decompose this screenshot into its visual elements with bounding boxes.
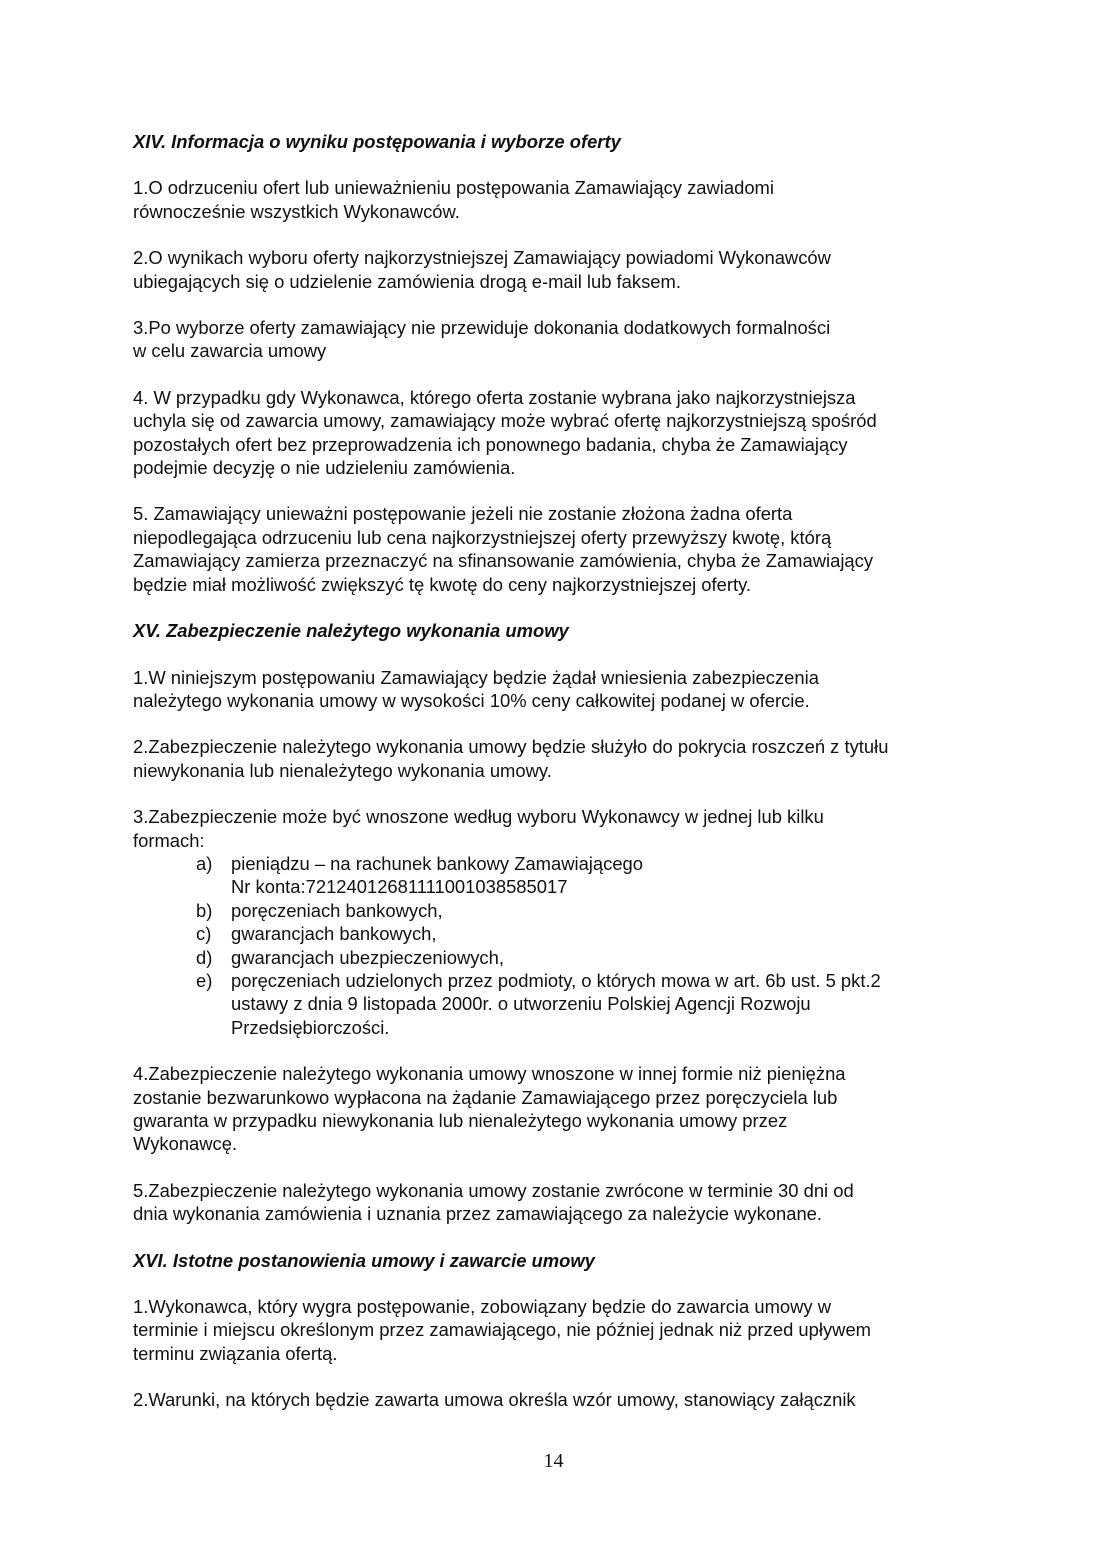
account-number: Nr konta:72124012681111001038585017: [231, 876, 568, 898]
text-line: Wykonawcę.: [133, 1133, 238, 1155]
text-line: formach:: [133, 829, 205, 851]
paragraph: [133, 502, 978, 596]
list-marker: c): [196, 923, 212, 945]
list-item: [133, 946, 978, 969]
paragraph: [133, 386, 978, 480]
text-line: niewykonania lub nienależytego wykonania umowy.: [133, 759, 552, 781]
text-line: Przedsiębiorczości.: [231, 1016, 390, 1038]
text-line: gwaranta w przypadku niewykonania lub nienależytego wykonania umowy przez: [133, 1110, 788, 1131]
text-line: równocześnie wszystkich Wykonawców.: [133, 200, 460, 222]
list-marker: e): [196, 969, 213, 991]
text-line: pieniądzu – na rachunek bankowy Zamawiającego: [231, 852, 644, 874]
text-line: pozostałych ofert bez przeprowadzenia ich ponownego badania, chyba że Zamawiający: [133, 433, 848, 455]
paragraph: [133, 735, 978, 782]
text-line: poręczeniach udzielonych przez podmioty, o których mowa w art. 6b ust. 5 pkt.2: [231, 969, 881, 991]
paragraph: [133, 666, 978, 713]
text-line: 1.Wykonawca, który wygra postępowanie, zobowiązany będzie do zawarcia umowy w: [133, 1296, 831, 1318]
paragraph: [133, 1295, 978, 1365]
text-line: będzie miał możliwość zwiększyć tę kwotę do ceny najkorzystniejszej oferty.: [133, 573, 752, 595]
text-line: terminu związania ofertą.: [133, 1342, 338, 1364]
text-line: 2.O wynikach wyboru oferty najkorzystniejszej Zamawiający powiadomi Wykonawców: [133, 247, 831, 269]
text-line: w celu zawarcia umowy: [133, 340, 327, 362]
document-body: [133, 130, 978, 1435]
paragraph: [133, 1388, 978, 1411]
text-line: podejmie decyzję o nie udzieleniu zamówienia.: [133, 457, 516, 479]
text-line: 3.Po wyborze oferty zamawiający nie przewiduje dokonania dodatkowych formalności: [133, 317, 831, 339]
list-marker: d): [196, 946, 213, 968]
list-marker: a): [196, 852, 213, 874]
page-number: 14: [543, 1450, 564, 1472]
security-forms-list: [133, 852, 978, 1039]
text-line: uchyla się od zawarcia umowy, zamawiający może wybrać ofertę najkorzystniejszą spośród: [133, 410, 877, 432]
list-item: [133, 852, 978, 899]
list-item: [133, 899, 978, 922]
text-line: należytego wykonania umowy w wysokości 10% ceny całkowitej podanej w ofercie.: [133, 689, 810, 711]
text-line: 3.Zabezpieczenie może być wnoszone według wyboru Wykonawcy w jednej lub kilku: [133, 806, 824, 828]
list-item: [133, 922, 978, 945]
text-line: 5. Zamawiający unieważni postępowanie jeżeli nie zostanie złożona żadna oferta: [133, 503, 793, 525]
text-line: 4. W przypadku gdy Wykonawca, którego oferta zostanie wybrana jako najkorzystniejsza: [133, 386, 856, 408]
list-item-text: [231, 899, 978, 922]
list-item-text: [231, 946, 978, 969]
text-line: gwarancjach ubezpieczeniowych,: [231, 946, 504, 968]
text-line: niepodlegająca odrzuceniu lub cena najkorzystniejszej oferty przewyższy kwotę, którą: [133, 526, 832, 548]
text-line: poręczeniach bankowych,: [231, 899, 443, 921]
text-line: dnia wykonania zamówienia i uznania przez zamawiającego za należycie wykonane.: [133, 1203, 823, 1225]
list-item: [133, 969, 978, 1039]
paragraph: [133, 176, 978, 223]
text-line: gwarancjach bankowych,: [231, 923, 437, 945]
list-item-text: [231, 922, 978, 945]
text-line: 2.Warunki, na których będzie zawarta umowa określa wzór umowy, stanowiący załącznik: [133, 1389, 856, 1411]
text-line: ustawy z dnia 9 listopada 2000r. o utworzeniu Polskiej Agencji Rozwoju: [231, 993, 811, 1015]
text-line: 2.Zabezpieczenie należytego wykonania umowy będzie służyło do pokrycia roszczeń z tytułu: [133, 736, 889, 758]
text-line: 5.Zabezpieczenie należytego wykonania umowy zostanie zwrócone w terminie 30 dni od: [133, 1179, 854, 1201]
section-heading-xvi: XVI. Istotne postanowienia umowy i zawarcie umowy: [133, 1249, 595, 1271]
text-line: 4.Zabezpieczenie należytego wykonania umowy wnoszone w innej formie niż pieniężna: [133, 1063, 846, 1085]
list-item-text: [231, 852, 978, 899]
text-line: Zamawiający zamierza przeznaczyć na sfinansowanie zamówienia, chyba że Zamawiający: [133, 550, 874, 572]
paragraph: [133, 805, 978, 852]
paragraph: [133, 316, 978, 363]
list-item-text: [231, 969, 978, 1039]
paragraph: [133, 1179, 978, 1226]
list-marker: b): [196, 899, 213, 921]
paragraph: [133, 246, 978, 293]
text-line: zostanie bezwarunkowo wypłacona na żądanie Zamawiającego przez poręczyciela lub: [133, 1086, 838, 1108]
section-heading-xv: XV. Zabezpieczenie należytego wykonania umowy: [133, 620, 569, 642]
text-line: 1.W niniejszym postępowaniu Zamawiający będzie żądał wniesienia zabezpieczenia: [133, 666, 819, 688]
text-line: terminie i miejscu określonym przez zamawiającego, nie później jednak niż przed upływem: [133, 1319, 871, 1341]
text-line: 1.O odrzuceniu ofert lub unieważnieniu postępowania Zamawiający zawiadomi: [133, 177, 774, 199]
section-heading-xiv: XIV. Informacja o wyniku postępowania i wyborze oferty: [133, 131, 621, 152]
text-line: ubiegających się o udzielenie zamówienia drogą e-mail lub faksem.: [133, 270, 681, 292]
paragraph: [133, 1062, 978, 1156]
